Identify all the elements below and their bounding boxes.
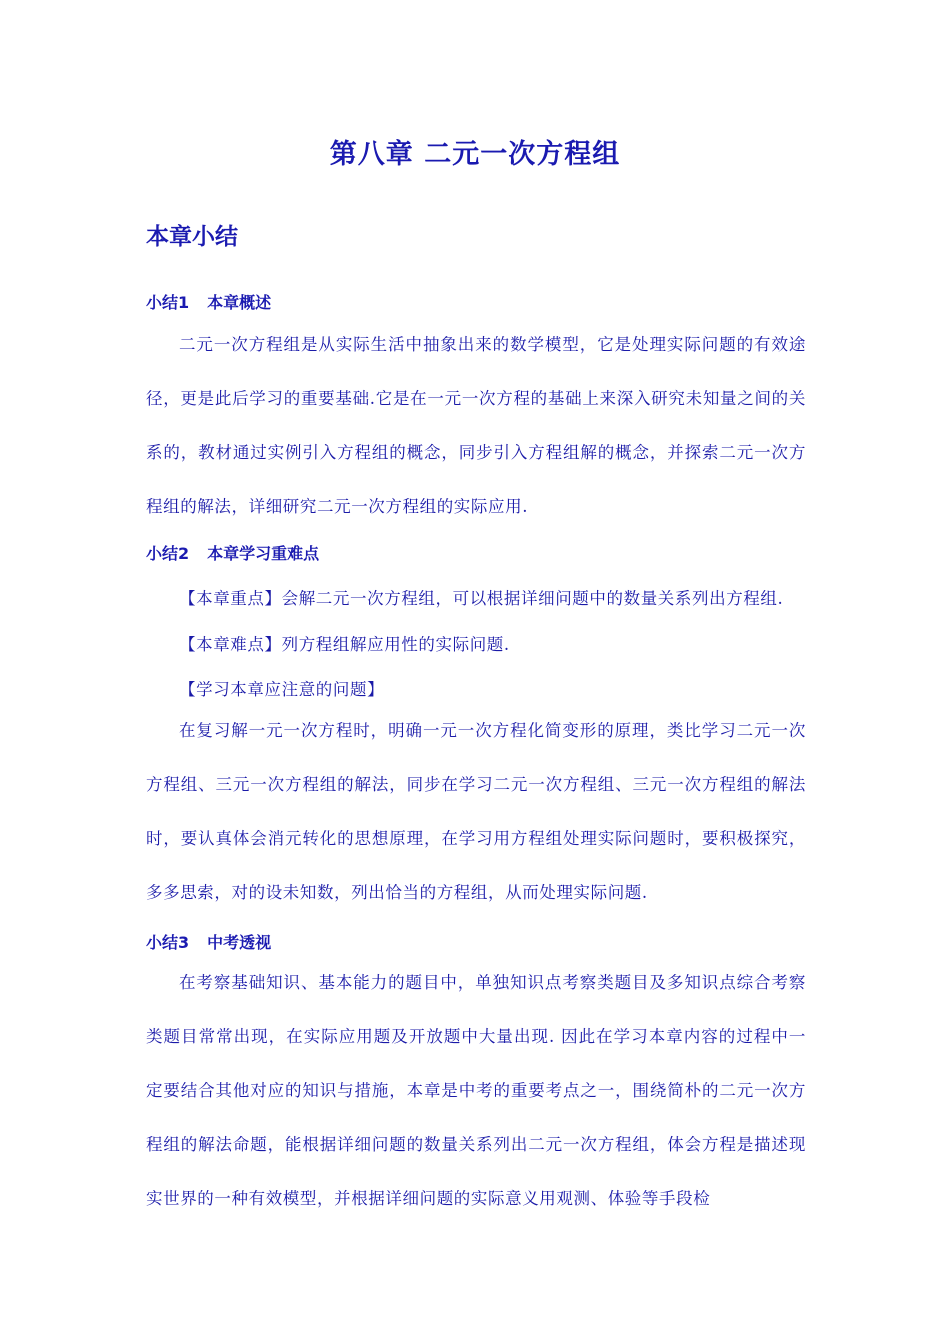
difficult-point-line: 【本章难点】列方程组解应用性的实际问题. <box>179 635 510 654</box>
notice-heading: 【学习本章应注意的问题】 <box>179 680 385 699</box>
summary1-paragraph: 二元一次方程组是从实际生活中抽象出来的数学模型，它是处理实际问题的有效途径，更是此后学习的重要基础.它是在一元一次方程的基础上来深入研究未知量之间的关系的，教材通过实例引入方程组的概念，同步引入方程组解的概念，并探索二元一次方程组的解法，详细研究二元一次方程组的实际应用. <box>146 335 806 516</box>
chapter-title: 第八章 二元一次方程组 <box>329 139 621 170</box>
summary1-number: 小结1 <box>146 293 190 312</box>
summary2-title: 本章学习重难点 <box>207 544 320 563</box>
summary2-heading <box>146 541 319 564</box>
summary1-title: 本章概述 <box>207 293 272 312</box>
key-point-line: 【本章重点】会解二元一次方程组，可以根据详细问题中的数量关系列出方程组. <box>179 589 784 608</box>
summary3-heading <box>146 930 271 953</box>
summary3-paragraph: 在考察基础知识、基本能力的题目中，单独知识点考察类题目及多知识点综合考察类题目常常出现，在实际应用题及开放题中大量出现. 因此在学习本章内容的过程中一定要结合其他对应的知识与措施，本章是中考的重要考点之一，围绕简朴的二元一次方程组的解法命题，能根据详细问题的数量关系列出二元一次方程组，体会方程是描述现实世界的一种有效模型，并根据详细问题的实际意义用观测、体验等手段检 <box>146 973 806 1208</box>
summary3-number: 小结3 <box>146 933 190 952</box>
summary2-number: 小结2 <box>146 544 190 563</box>
summary2-paragraph: 在复习解一元一次方程时，明确一元一次方程化简变形的原理，类比学习二元一次方程组、三元一次方程组的解法，同步在学习二元一次方程组、三元一次方程组的解法时，要认真体会消元转化的思想原理，在学习用方程组处理实际问题时，要积极探究，多多思索，对的设未知数，列出恰当的方程组，从而处理实际问题. <box>146 721 806 902</box>
section-title: 本章小结 <box>146 224 238 250</box>
summary3-title: 中考透视 <box>207 933 272 952</box>
summary1-heading <box>146 290 271 313</box>
